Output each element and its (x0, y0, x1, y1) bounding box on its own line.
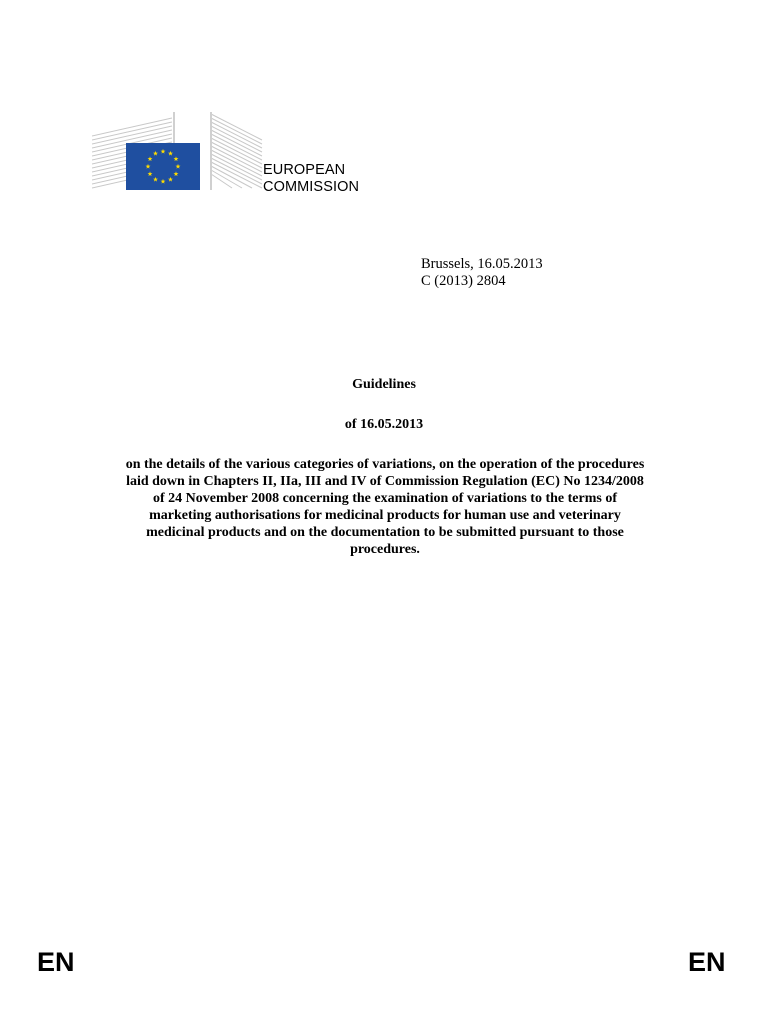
organisation-name (263, 162, 359, 195)
language-code-left: EN (37, 947, 75, 977)
org-name-line1: EUROPEAN (263, 162, 346, 178)
subject-line: medicinal products and on the documentation to be submitted pursuant to those (146, 525, 624, 540)
subject-line: procedures. (350, 542, 420, 557)
subject-line: marketing authorisations for medicinal products for human use and veterinary (149, 508, 621, 523)
subject-line: on the details of the various categories of variations, on the operation of the procedures (125, 457, 645, 472)
document-subject (90, 456, 680, 558)
org-name-line2: COMMISSION (263, 178, 360, 195)
document-date: of 16.05.2013 (344, 417, 424, 432)
document-type: Guidelines (352, 377, 416, 392)
language-code-right: EN (688, 947, 726, 977)
place-date: Brussels, 16.05.2013 (421, 256, 543, 272)
subject-line: of 24 November 2008 concerning the examination of variations to the terms of (152, 491, 617, 506)
subject-line: laid down in Chapters II, IIa, III and IV of Commission Regulation (EC) No 1234/2008 (126, 474, 644, 489)
reference-block (421, 256, 543, 290)
european-commission-logo (92, 110, 264, 192)
document-number: C (2013) 2804 (421, 273, 506, 289)
building-right-icon (211, 114, 262, 188)
